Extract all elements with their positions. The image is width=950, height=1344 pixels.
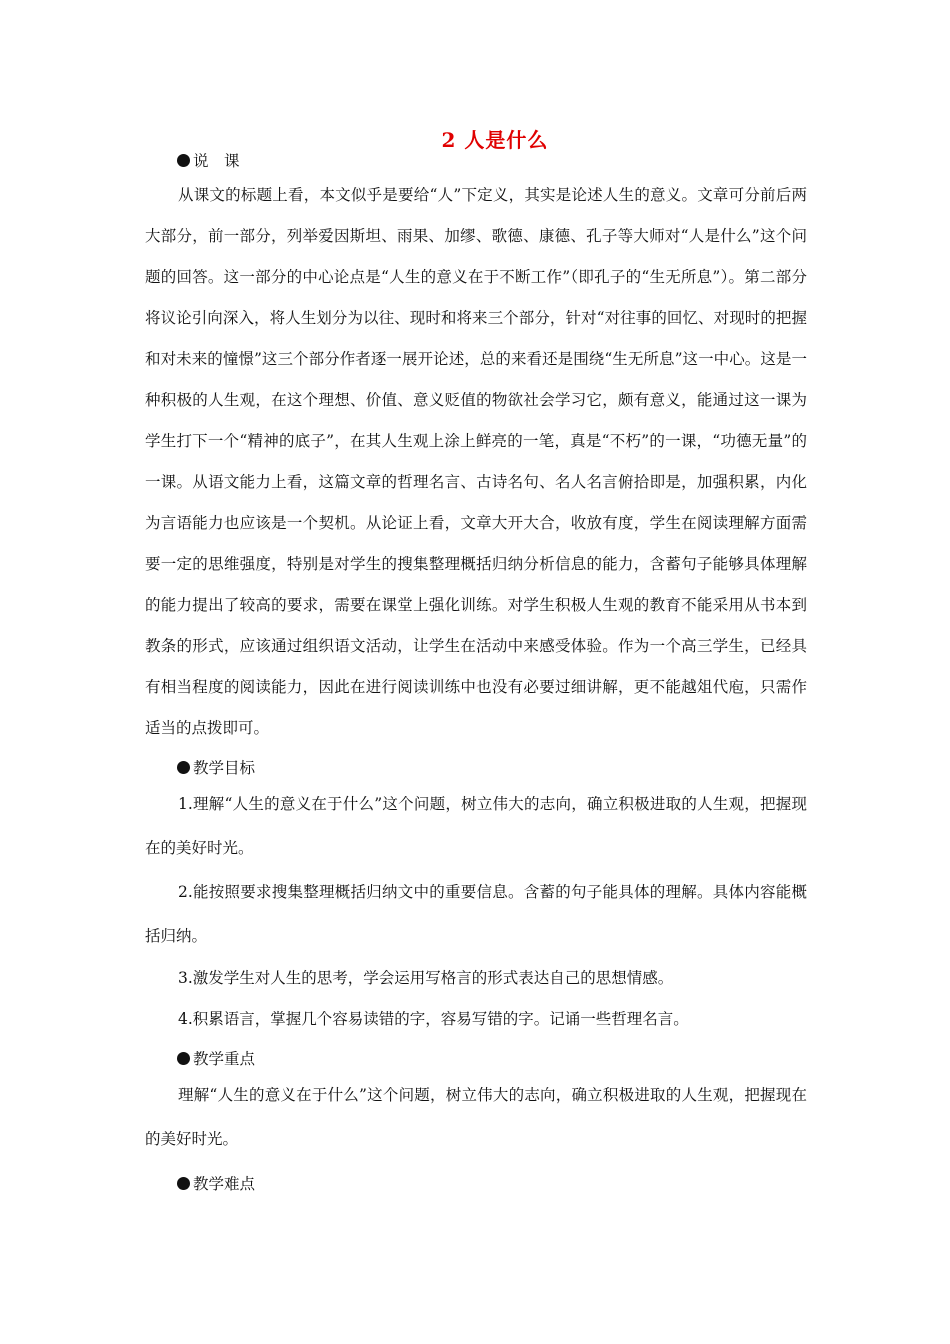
goal-item-2: 2.能按照要求搜集整理概括归纳文中的重要信息。含蓄的句子能具体的理解。具体内容能概括归纳。 xyxy=(145,883,807,945)
section-heading-key-points xyxy=(145,1046,807,1073)
section-heading-label: 教学难点 xyxy=(193,1175,256,1193)
bullet-icon xyxy=(177,1177,190,1190)
bullet-icon xyxy=(177,154,190,167)
bullet-icon xyxy=(177,761,190,774)
goal-item-1: 1.理解“人生的意义在于什么”这个问题，树立伟大的志向，确立积极进取的人生观，把握现在的美好时光。 xyxy=(145,795,807,857)
goal-item-4: 4.积累语言，掌握几个容易读错的字，容易写错的字。记诵一些哲理名言。 xyxy=(178,1010,689,1028)
section-heading-difficulties xyxy=(145,1171,807,1198)
document-body xyxy=(145,148,807,1198)
section-heading-label: 教学目标 xyxy=(193,759,256,777)
section-heading-label: 说 课 xyxy=(193,152,240,170)
section-heading-label: 教学重点 xyxy=(193,1050,256,1068)
document-title: 2 人是什么 xyxy=(441,128,549,152)
section-heading-shuoke xyxy=(145,148,807,175)
bullet-icon xyxy=(177,1052,190,1065)
section-heading-goals xyxy=(145,755,807,782)
key-points-paragraph: 理解“人生的意义在于什么”这个问题，树立伟大的志向，确立积极进取的人生观，把握现在的美好时光。 xyxy=(145,1086,807,1148)
goal-item-3: 3.激发学生对人生的思考，学会运用写格言的形式表达自己的思想情感。 xyxy=(178,969,674,987)
shuoke-paragraph: 从课文的标题上看，本文似乎是要给“人”下定义，其实是论述人生的意义。文章可分前后两大部分，前一部分，列举爱因斯坦、雨果、加缪、歌德、康德、孔子等大师对“人是什么”这个问题的回答。这一部分的中心论点是“人生的意义在于不断工作”（即孔子的“生无所息”）。第二部分将议论引向深入，将人生划分为以往、现时和将来三个部分，针对“对往事的回忆、对现时的把握和对未来的憧憬”这三个部分作者逐一展开论述，总的来看还是围绕“生无所息”这一中心。这是一种积极的人生观，在这个理想、价值、意义贬值的物欲社会学习它，颇有意义，能通过这一课为学生打下一个“精神的底子”，在其人生观上涂上鲜亮的一笔，真是“不朽”的一课，“功德无量”的一课。从语文能力上看，这篇文章的哲理名言、古诗名句、名人名言俯拾即是，加强积累，内化为言语能力也应该是一个契机。从论证上看，文章大开大合，收放有度，学生在阅读理解方面需要一定的思维强度，特别是对学生的搜集整理概括归纳分析信息的能力，含蓄句子能够具体理解的能力提出了较高的要求，需要在课堂上强化训练。对学生积极人生观的教育不能采用从书本到教条的形式，应该通过组织语文活动，让学生在活动中来感受体验。作为一个高三学生，已经具有相当程度的阅读能力，因此在进行阅读训练中也没有必要过细讲解，更不能越俎代庖，只需作适当的点拨即可。 xyxy=(145,186,807,737)
